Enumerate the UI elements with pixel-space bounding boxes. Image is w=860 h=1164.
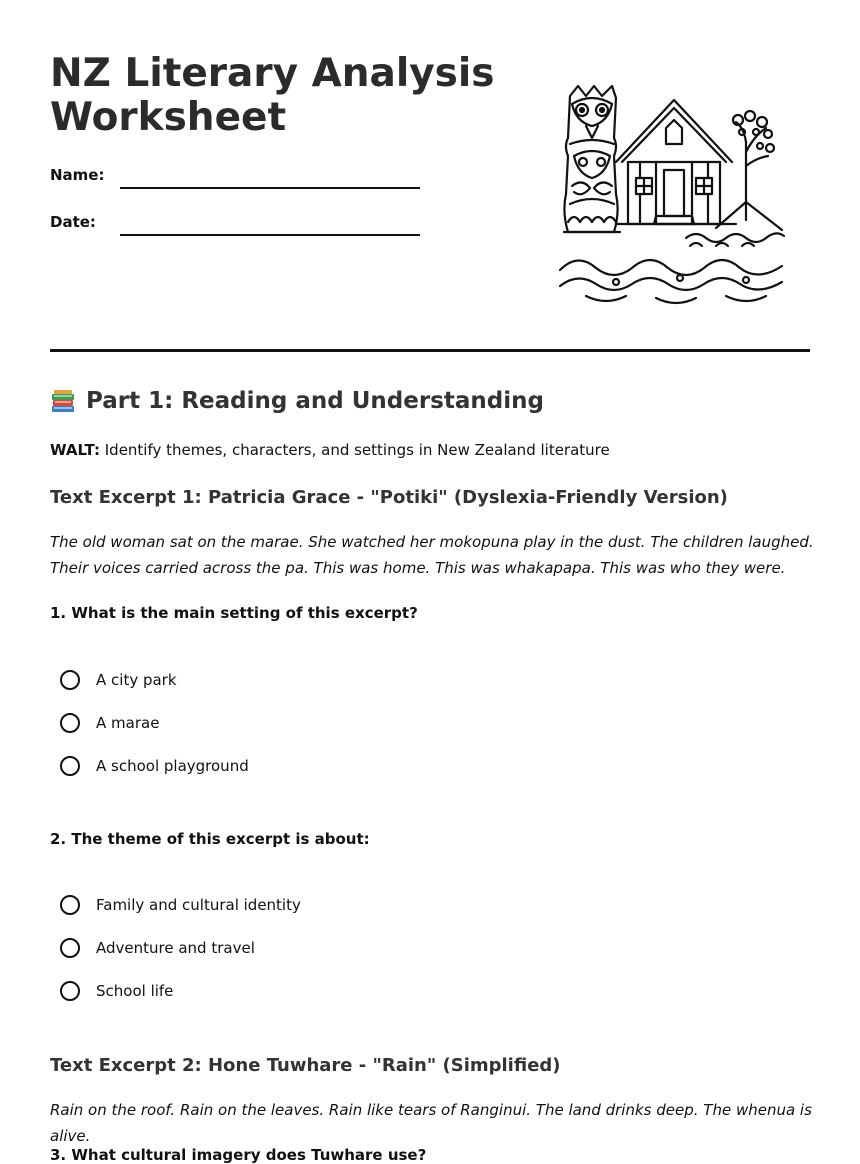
excerpt1-heading: Text Excerpt 1: Patricia Grace - "Potiki" (Dyslexia-Friendly Version): [50, 487, 728, 508]
header-divider: [50, 349, 810, 352]
carved-post-icon: [564, 86, 620, 232]
radio-button[interactable]: [60, 938, 80, 958]
wharenui-icon: [616, 100, 736, 224]
question-1: 1. What is the main setting of this excerpt?: [50, 604, 418, 622]
worksheet-title: NZ Literary Analysis Worksheet: [50, 51, 495, 140]
radio-button[interactable]: [60, 713, 80, 733]
date-label: Date:: [50, 213, 96, 231]
question-3: 3. What cultural imagery does Tuwhare use?: [50, 1146, 427, 1164]
hill-icon: [716, 202, 782, 230]
radio-button[interactable]: [60, 981, 80, 1001]
walt-statement: [50, 441, 610, 459]
books-icon: [50, 388, 76, 414]
excerpt2-heading: Text Excerpt 2: Hone Tuwhare - "Rain" (Simplified): [50, 1055, 561, 1076]
q2-option-3[interactable]: School life: [60, 981, 173, 1001]
waves-icon: [560, 233, 784, 303]
question-2: 2. The theme of this excerpt is about:: [50, 830, 370, 848]
maori-house-illustration: [556, 82, 788, 312]
walt-label: WALT:: [50, 441, 100, 459]
part1-heading: [50, 388, 544, 414]
radio-button[interactable]: [60, 895, 80, 915]
q1-option-2[interactable]: A marae: [60, 713, 159, 733]
date-field[interactable]: [120, 234, 420, 236]
walt-text: Identify themes, characters, and settings in New Zealand literature: [104, 441, 610, 459]
q1-option-3[interactable]: A school playground: [60, 756, 249, 776]
q1-option-1[interactable]: A city park: [60, 670, 177, 690]
q2-option-2[interactable]: Adventure and travel: [60, 938, 255, 958]
radio-button[interactable]: [60, 756, 80, 776]
excerpt2-text: Rain on the roof. Rain on the leaves. Rain like tears of Ranginui. The land drinks deep. The whenua is alive.: [50, 1101, 812, 1145]
name-label: Name:: [50, 166, 105, 184]
q2-option-1[interactable]: Family and cultural identity: [60, 895, 301, 915]
tree-icon: [733, 111, 774, 220]
radio-button[interactable]: [60, 670, 80, 690]
part1-title: Part 1: Reading and Understanding: [86, 388, 544, 414]
excerpt1-text: The old woman sat on the marae. She watched her mokopuna play in the dust. The children laughed. Their voices carried across the pa. This was home. This was whakapapa. This was who they were.: [50, 533, 814, 577]
name-field[interactable]: [120, 187, 420, 189]
